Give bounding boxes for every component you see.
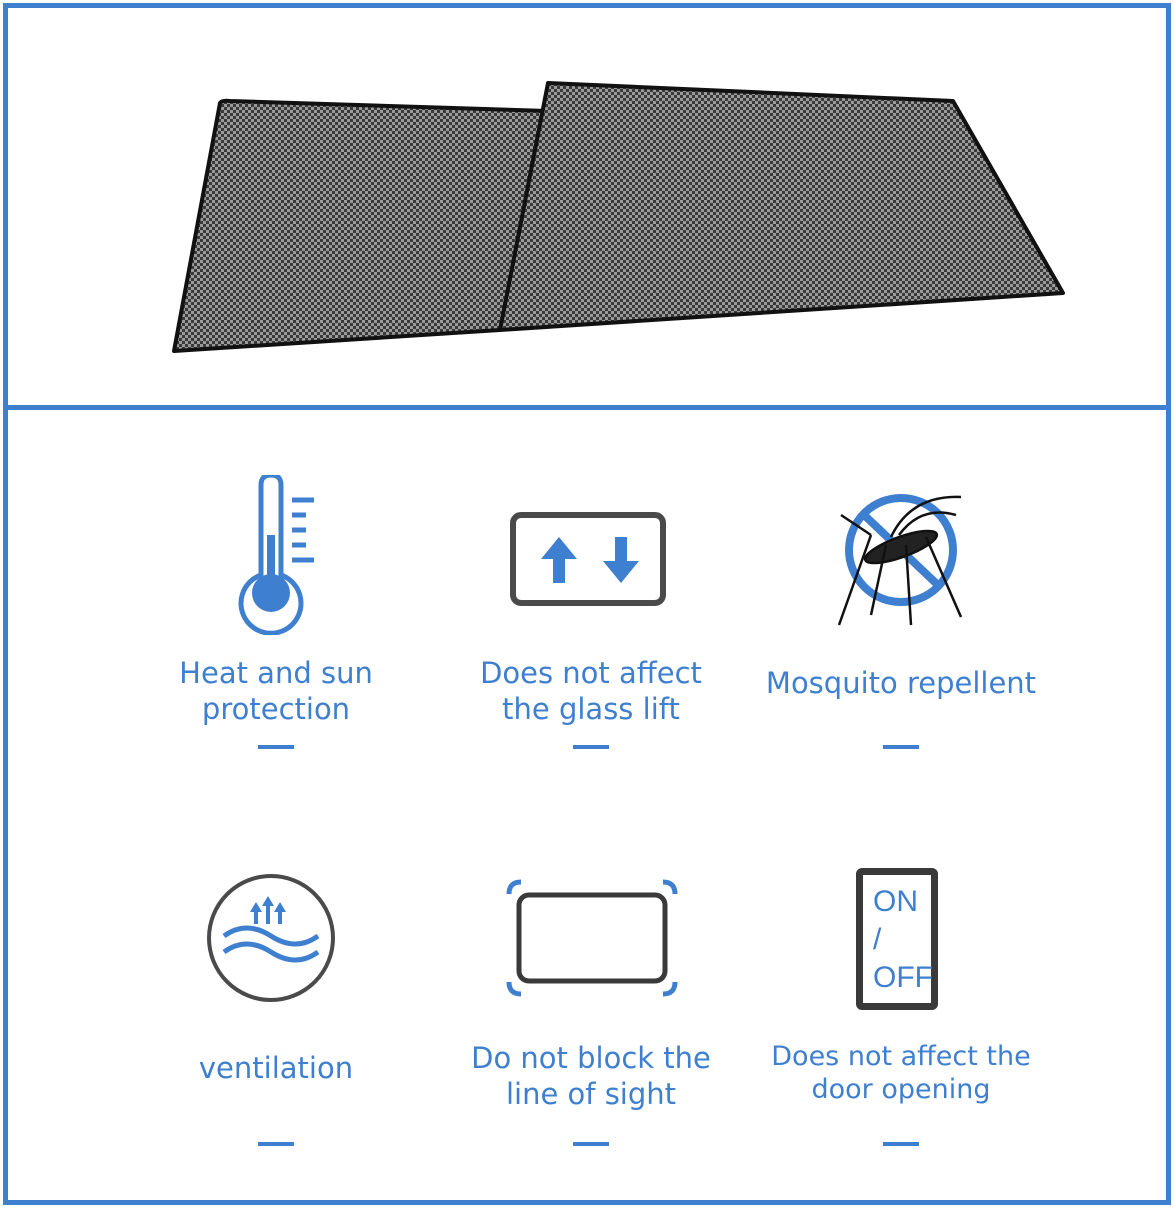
feature-label: Mosquito repellent bbox=[765, 666, 1037, 700]
arrows-up-down-icon bbox=[411, 475, 771, 635]
left-sunshade bbox=[174, 101, 548, 351]
switch-separator-text: / bbox=[873, 923, 882, 956]
feature-label: Does not affect the door opening bbox=[771, 1041, 1031, 1105]
right-sunshade bbox=[500, 83, 1063, 330]
divider-dash bbox=[573, 745, 609, 749]
divider-dash bbox=[883, 1142, 919, 1146]
switch-off-text: OFF bbox=[873, 961, 933, 994]
ventilation-icon bbox=[96, 860, 456, 1020]
car-window-sunshade-image bbox=[8, 8, 1166, 410]
feature-glass-lift bbox=[411, 475, 771, 775]
feature-label: ventilation bbox=[198, 1051, 354, 1085]
product-image-panel bbox=[3, 3, 1171, 415]
thermometer-icon bbox=[96, 475, 456, 635]
feature-ventilation bbox=[96, 860, 456, 1160]
divider-dash bbox=[573, 1142, 609, 1146]
feature-label: Heat and sun protection bbox=[179, 656, 373, 726]
divider-dash bbox=[883, 745, 919, 749]
switch-on-text: ON bbox=[873, 885, 918, 918]
features-panel bbox=[3, 405, 1171, 1205]
feature-label: Does not affect the glass lift bbox=[480, 656, 702, 726]
feature-line-of-sight bbox=[411, 860, 771, 1160]
feature-mosquito-repellent bbox=[721, 475, 1081, 775]
feature-heat-protection bbox=[96, 475, 456, 775]
line-of-sight-icon bbox=[411, 860, 771, 1020]
on-off-switch-icon bbox=[721, 860, 1081, 1020]
divider-dash bbox=[258, 1142, 294, 1146]
no-mosquito-icon bbox=[721, 475, 1081, 635]
feature-label: Do not block the line of sight bbox=[471, 1041, 711, 1111]
feature-door-opening bbox=[721, 860, 1081, 1160]
divider-dash bbox=[258, 745, 294, 749]
